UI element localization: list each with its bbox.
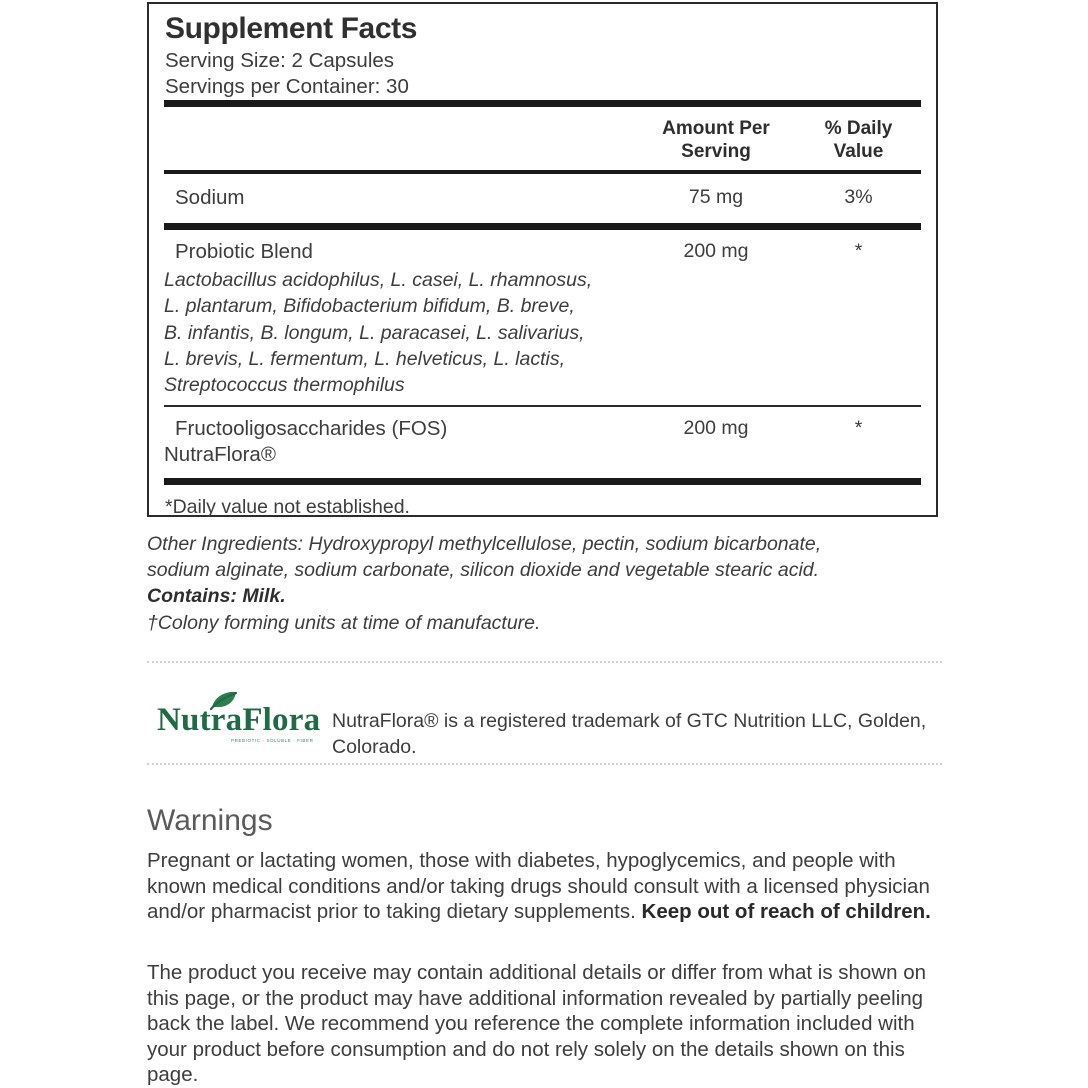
supplement-facts-header — [149, 4, 936, 100]
amount-sodium: 75 mg — [688, 186, 744, 209]
trademark-line-2: Colorado. — [332, 735, 417, 758]
table-row — [164, 174, 921, 223]
daily-value-sodium: 3% — [844, 186, 873, 209]
nutrient-name-probiotic-blend: Probiotic Blend — [175, 240, 313, 264]
amount-probiotic-blend: 200 mg — [683, 240, 749, 263]
nutraflora-wordmark: NutraFlora — [157, 702, 321, 738]
daily-value-fos: * — [854, 416, 863, 439]
other-ingredients-block — [147, 531, 947, 636]
table-row — [164, 407, 921, 478]
table-header-row — [164, 107, 921, 170]
nutraflora-tagline: PREBIOTIC · SOLUBLE · FIBER — [231, 737, 314, 744]
probiotic-strain-list: Lactobacillus acidophilus, L. casei, L. rhamnosus, L. plantarum, Bifidobacterium bifidum, B. breve, B. infantis, B. longum, L. paracasei, L. salivarius, L. brevis, L. fermentum, L. helveticus, L. lactis, Streptococcus thermophilus — [164, 268, 593, 397]
trademark-block — [147, 690, 947, 761]
daily-value-footnote: *Daily value not established. — [165, 496, 410, 519]
header-amount-per-serving: Amount Per Serving — [662, 118, 770, 163]
warnings-text-regular: Pregnant or lactating women, those with diabetes, hypoglycemics, and people with known medical conditions and/or taking drugs should consult with a licensed physician and/or pharmacist prior to taking dietary supplements. — [147, 849, 930, 924]
daily-value-probiotic-blend: * — [854, 240, 863, 263]
contains-allergen-statement: Contains: Milk. — [147, 585, 286, 608]
nutrient-subname-nutraflora: NutraFlora® — [164, 443, 276, 467]
nutraflora-logo — [147, 690, 332, 752]
warnings-text-bold: Keep out of reach of children. — [641, 900, 931, 924]
nutrient-name-fos: Fructooligosaccharides (FOS) — [175, 416, 448, 440]
other-ingredients-line-1: Other Ingredients: Hydroxypropyl methylcellulose, pectin, sodium bicarbonate, — [147, 533, 822, 555]
warnings-paragraph-2: The product you receive may contain additional details or differ from what is shown on this page, or the product may have additional information revealed by partially peeling back the label. We recommend you reference the complete information included with your product before consumption and do not rely solely on the details shown on this page. — [147, 961, 927, 1087]
amount-fos: 200 mg — [683, 416, 749, 439]
header-percent-daily-value: % Daily Value — [824, 118, 893, 163]
table-row — [164, 230, 921, 405]
rule-thick-top — [164, 100, 921, 107]
supplement-facts-table — [149, 100, 936, 519]
supplement-facts-panel — [147, 2, 938, 517]
nutrient-name-sodium: Sodium — [175, 186, 245, 210]
servings-per-container: Servings per Container: 30 — [165, 74, 409, 98]
rule-bottom-bar — [164, 478, 921, 485]
rule-under-sodium — [164, 223, 921, 230]
trademark-text — [332, 690, 947, 761]
dagger-footnote: †Colony forming units at time of manufacture. — [147, 611, 541, 634]
serving-size: Serving Size: 2 Capsules — [165, 48, 395, 72]
other-ingredients-line-2: sodium alginate, sodium carbonate, silicon dioxide and vegetable stearic acid. — [147, 559, 820, 582]
divider-top — [147, 661, 942, 663]
warnings-heading: Warnings — [147, 804, 273, 837]
trademark-line-1: NutraFlora® is a registered trademark of GTC Nutrition LLC, Golden, — [332, 710, 927, 732]
warnings-paragraph-1 — [147, 848, 947, 925]
page-title: Supplement Facts — [165, 12, 417, 45]
divider-bottom — [147, 763, 942, 765]
